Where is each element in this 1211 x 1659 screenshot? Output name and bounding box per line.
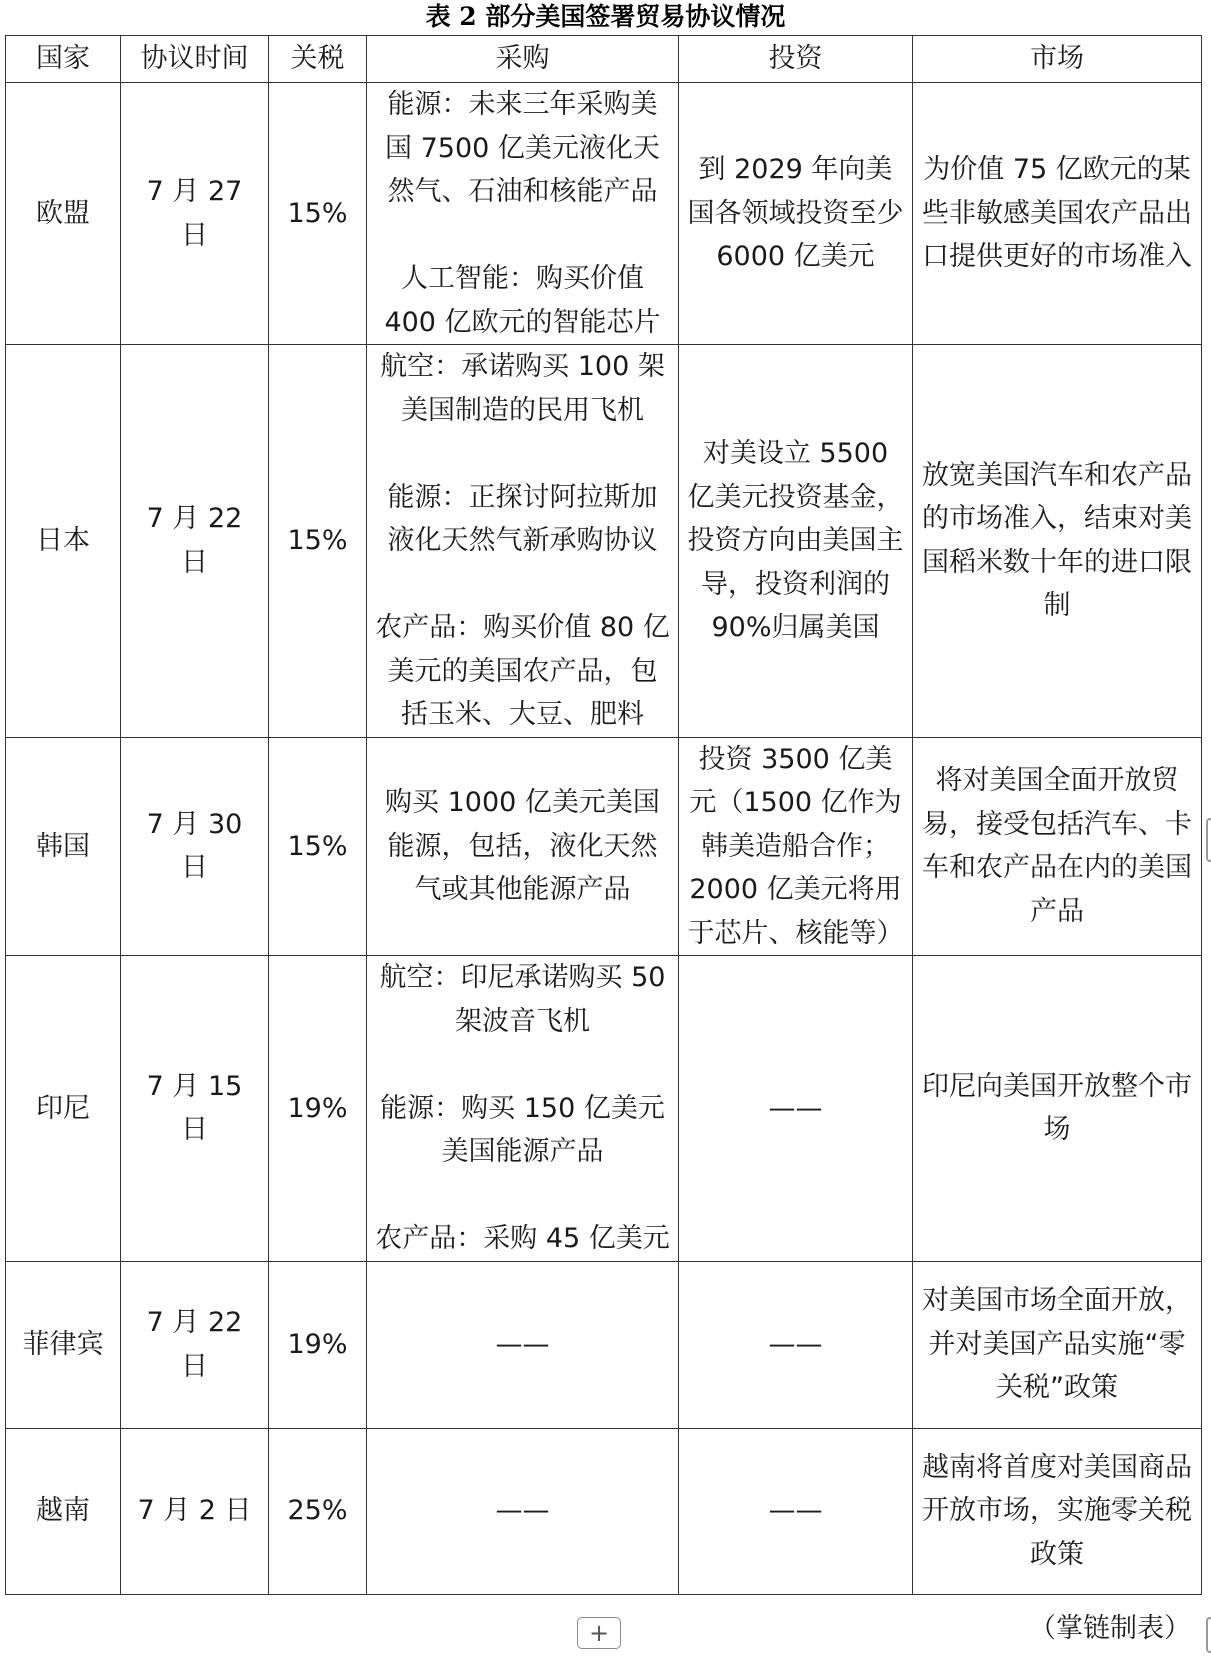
column-header-date: 协议时间 [121,36,269,83]
cell-tariff: 15% [269,345,367,738]
cell-investment: 对美设立 5500 亿美元投资基金，投资方向由美国主导，投资利润的 90%归属美国 [679,345,913,738]
cell-tariff: 15% [269,83,367,345]
cell-purchase: 航空：印尼承诺购买 50 架波音飞机 能源：购买 150 亿美元美国能源产品 农产品：采购 45 亿美元 [367,956,679,1262]
cell-purchase: 航空：承诺购买 100 架美国制造的民用飞机 能源：正探讨阿拉斯加液化天然气新承购协议 农产品：购买价值 80 亿美元的美国农产品，包括玉米、大豆、肥料 [367,345,679,738]
cell-tariff: 19% [269,1261,367,1428]
cell-country: 菲律宾 [6,1261,121,1428]
table-row [6,956,1202,1262]
cell-tariff: 25% [269,1428,367,1594]
trade-agreements-table [5,35,1202,1595]
cell-investment: —— [679,956,913,1262]
table-row [6,345,1202,738]
cell-investment: —— [679,1261,913,1428]
scroll-handle[interactable] [1206,818,1211,862]
cell-tariff: 19% [269,956,367,1262]
cell-tariff: 15% [269,737,367,956]
plus-icon: + [588,1619,610,1647]
cell-date: 7 月 2 日 [121,1428,269,1594]
cell-country: 越南 [6,1428,121,1594]
table-row [6,737,1202,956]
cell-market: 越南将首度对美国商品开放市场，实施零关税政策 [913,1428,1202,1594]
cell-purchase: —— [367,1428,679,1594]
cell-date: 7 月 27 日 [121,83,269,345]
source-note: （掌链制表） [1029,1613,1191,1644]
table-row [6,1261,1202,1428]
cell-country: 印尼 [6,956,121,1262]
cell-purchase: 能源：未来三年采购美国 7500 亿美元液化天然气、石油和核能产品 人工智能：购买价值 400 亿欧元的智能芯片 [367,83,679,345]
table-row [6,83,1202,345]
cell-country: 欧盟 [6,83,121,345]
column-header-country: 国家 [6,36,121,83]
table-caption: 表 2 部分美国签署贸易协议情况 [425,2,786,31]
cell-investment: 到 2029 年向美国各领域投资至少 6000 亿美元 [679,83,913,345]
cell-date: 7 月 30 日 [121,737,269,956]
cell-investment: 投资 3500 亿美元（1500 亿作为韩美造船合作；2000 亿美元将用于芯片、核能等） [679,737,913,956]
column-header-purchase: 采购 [367,36,679,83]
cell-market: 放宽美国汽车和农产品的市场准入，结束对美国稻米数十年的进口限制 [913,345,1202,738]
column-header-tariff: 关税 [269,36,367,83]
cell-date: 7 月 22 日 [121,1261,269,1428]
add-row-button[interactable] [577,1617,621,1649]
table-row [6,1428,1202,1594]
cell-country: 韩国 [6,737,121,956]
cell-purchase: 购买 1000 亿美元美国能源，包括，液化天然气或其他能源产品 [367,737,679,956]
cell-investment: —— [679,1428,913,1594]
cell-market: 印尼向美国开放整个市场 [913,956,1202,1262]
header-row [6,36,1202,83]
cell-date: 7 月 15 日 [121,956,269,1262]
cell-purchase: —— [367,1261,679,1428]
cell-market: 对美国市场全面开放，并对美国产品实施“零关税”政策 [913,1261,1202,1428]
column-header-investment: 投资 [679,36,913,83]
cell-date: 7 月 22 日 [121,345,269,738]
cell-country: 日本 [6,345,121,738]
cell-market: 为价值 75 亿欧元的某些非敏感美国农产品出口提供更好的市场准入 [913,83,1202,345]
column-header-market: 市场 [913,36,1202,83]
scroll-handle[interactable] [1206,1617,1211,1653]
cell-market: 将对美国全面开放贸易，接受包括汽车、卡车和农产品在内的美国产品 [913,737,1202,956]
